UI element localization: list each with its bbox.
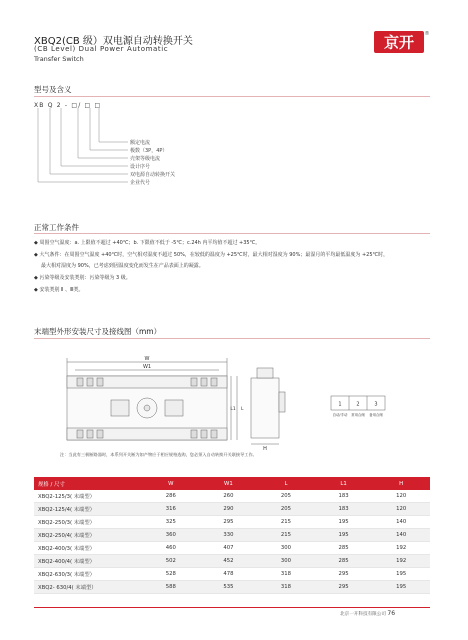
table-cell: XBQ2-125/4( 末端型）	[34, 503, 142, 516]
table-header-row	[34, 477, 430, 490]
page-footer	[340, 610, 395, 617]
table-cell: 285	[315, 555, 373, 568]
table-cell: 140	[372, 516, 430, 529]
table-row	[34, 568, 430, 581]
table-row	[34, 555, 430, 568]
section-divider	[34, 233, 430, 234]
dim-label-w: W	[144, 356, 150, 362]
dim-label-w1: W1	[142, 364, 152, 370]
terminal-label: 自动/手动	[332, 413, 348, 417]
page-number: 76	[387, 610, 396, 617]
registered-mark: ®	[424, 31, 430, 37]
table-cell: XBQ2-250/3( 末端型）	[34, 516, 142, 529]
terminal-number: 1	[338, 401, 342, 408]
model-label-rated-current: 额定电流	[130, 140, 151, 146]
table-cell: 360	[142, 529, 200, 542]
table-cell: 295	[200, 516, 258, 529]
table-cell: XBQ2-630/3( 末端型）	[34, 568, 142, 581]
footer-rule	[34, 607, 430, 608]
column-header: L	[257, 477, 315, 490]
table-cell: 205	[257, 490, 315, 503]
table-cell: 535	[200, 581, 258, 594]
table-cell: 330	[200, 529, 258, 542]
table-row	[34, 542, 430, 555]
table-cell: 300	[257, 542, 315, 555]
condition-item: ◆ 周围空气温度：a. 上限值不超过 +40℃；b. 下限值不低于 -5℃；c.24h 内平均值不超过 +35℃。	[34, 240, 261, 246]
logo-text: 京开	[383, 33, 415, 52]
column-header: L1	[315, 477, 373, 490]
page-subtitle-en-1: (CB Level) Dual Power Automatic	[34, 45, 169, 53]
table-cell: 195	[372, 581, 430, 594]
footer-company: 北京一开科技有限公司	[340, 612, 386, 617]
terminal-label: 常用合闸	[351, 413, 365, 417]
section-title-conditions: 正常工作条件	[34, 223, 79, 232]
table-row	[34, 529, 430, 542]
table-cell: 407	[200, 542, 258, 555]
table-cell: 502	[142, 555, 200, 568]
model-label-product: 双电源自动转换开关	[130, 172, 176, 178]
condition-item-continued: 最大相对湿度为 90%，已考虑到因温度变化而发生在产品表面上的凝露。	[41, 263, 204, 269]
table-cell: 192	[372, 555, 430, 568]
drawing-note: 注：当此有三极断路器时，本系列开关断为如产物应于相应规格选购，您必须入自动转换开关联接导工作。	[60, 452, 257, 457]
model-label-company-code: 企业代号	[130, 180, 151, 186]
table-cell: 295	[315, 581, 373, 594]
model-label-design-no: 设计序号	[130, 164, 151, 170]
table-cell: 452	[200, 555, 258, 568]
diamond-bullet-icon: ◆	[34, 275, 40, 281]
table-cell: 316	[142, 503, 200, 516]
terminal-label: 备用合闸	[369, 413, 383, 417]
dim-label-h: H	[263, 446, 267, 452]
column-header: 规格 / 尺寸	[34, 477, 142, 490]
table-cell: 183	[315, 490, 373, 503]
table-cell: 588	[142, 581, 200, 594]
table-cell: 140	[372, 529, 430, 542]
page-title: XBQ2(CB 级）双电源自动转换开关	[34, 36, 193, 47]
table-cell: XBQ2-400/4( 末端型）	[34, 555, 142, 568]
table-cell: 325	[142, 516, 200, 529]
table-cell: 215	[257, 516, 315, 529]
section-title-drawing: 末端型外形安装尺寸及接线图（mm）	[34, 327, 162, 336]
side-view	[251, 378, 279, 438]
table-cell: 120	[372, 490, 430, 503]
section-title-model: 型号及含义	[34, 85, 72, 94]
diamond-bullet-icon: ◆	[34, 240, 40, 246]
terminal-number: 2	[356, 401, 360, 408]
table-cell: 295	[315, 568, 373, 581]
dim-label-l1: L1	[230, 407, 236, 412]
table-cell: 120	[372, 503, 430, 516]
table-cell: 460	[142, 542, 200, 555]
page-subtitle-en-2: Transfer Switch	[34, 55, 84, 63]
condition-item: ◆ 污染等级及安装类别：污染等级为 3 级。	[34, 275, 131, 281]
model-label-frame-current: 壳架等级电流	[130, 156, 161, 162]
outline-drawing	[55, 352, 415, 452]
table-cell: 528	[142, 568, 200, 581]
table-row	[34, 490, 430, 503]
dimension-table	[34, 477, 430, 594]
dim-label-l: L	[241, 407, 244, 412]
table-cell: 205	[257, 503, 315, 516]
condition-item: ◆ 大气条件：在周围空气温度 +40℃时，空气相对湿度不超过 50%，在较低的温度为 +25℃时，最大相对湿度为 90%；最湿月的平均最低温度为 +25℃时，	[34, 252, 389, 258]
table-cell: 318	[257, 568, 315, 581]
table-cell: 478	[200, 568, 258, 581]
table-cell: 290	[200, 503, 258, 516]
table-cell: 195	[315, 516, 373, 529]
column-header: H	[372, 477, 430, 490]
diamond-bullet-icon: ◆	[34, 252, 40, 258]
table-cell: 192	[372, 542, 430, 555]
table-cell: XBQ2-250/4( 末端型）	[34, 529, 142, 542]
section-divider	[34, 96, 430, 97]
model-label-poles: 极数（3P，4P）	[130, 148, 168, 154]
section-divider	[34, 338, 430, 339]
table-cell: 195	[372, 568, 430, 581]
column-header: W1	[200, 477, 258, 490]
table-cell: 318	[257, 581, 315, 594]
condition-item: ◆ 安装类别 Ⅱ 、Ⅲ类。	[34, 287, 84, 293]
table-cell: 183	[315, 503, 373, 516]
table-row	[34, 516, 430, 529]
table-cell: XBQ2-125/3( 末端型）	[34, 490, 142, 503]
table-cell: 260	[200, 490, 258, 503]
table-cell: 195	[315, 529, 373, 542]
table-row	[34, 581, 430, 594]
table-cell: XBQ2- 630/4( 末端型）	[34, 581, 142, 594]
brand-logo	[374, 28, 430, 54]
table-cell: 300	[257, 555, 315, 568]
table-cell: 215	[257, 529, 315, 542]
table-row	[34, 503, 430, 516]
diamond-bullet-icon: ◆	[34, 287, 40, 293]
model-tree-lines	[34, 108, 194, 194]
terminal-number: 3	[374, 401, 378, 408]
table-cell: XBQ2-400/3( 末端型）	[34, 542, 142, 555]
table-cell: 286	[142, 490, 200, 503]
model-code: XB Q 2 - □/ □ □	[34, 102, 102, 109]
table-cell: 285	[315, 542, 373, 555]
column-header: W	[142, 477, 200, 490]
